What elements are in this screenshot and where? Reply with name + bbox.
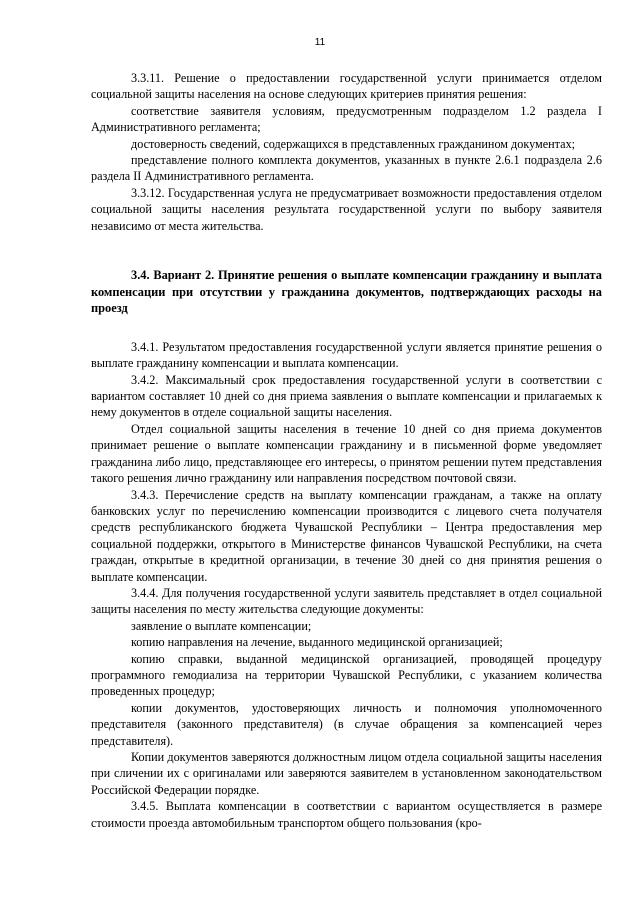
paragraph-decision-notice: Отдел социальной защиты населения в течение 10 дней со дня приема документов принимает решение о выплате компенсации гражданину и в письменной форме уведомляет гражданина либо лицо, представляющее его интересы, о принятом решении путем представления такого решения лично гражданину или направления посредством почтовой связи. xyxy=(91,421,602,486)
document-item-identity: копии документов, удостоверяющих личность и полномочия уполномоченного представителя (законного представителя) (в случае обращения за компенсацией через представителя). xyxy=(91,700,602,748)
page-number: 11 xyxy=(314,37,326,48)
section-heading-text: 3.4. Вариант 2. Принятие решения о выплате компенсации гражданину и выплата компенсации при отсутствии у гражданина документов, подтверждающих расходы на проезд xyxy=(91,268,602,316)
paragraph-3-4-1: 3.4.1. Результатом предоставления государственной услуги является принятие решения о выплате гражданину компенсации и выплата компенсации. xyxy=(91,339,602,371)
paragraph-3-3-12: 3.3.12. Государственная услуга не предусматривает возможности предоставления отделом социальной защиты населения результата государственной услуги по выбору заявителя независимо от места жительства. xyxy=(91,185,602,233)
paragraph-copies-certification: Копии документов заверяются должностным лицом отдела социальной защиты населения при сличении их с оригиналами или заверяются заявителем в установленном законодательством Российской Федерации порядке. xyxy=(91,750,602,797)
paragraph-3-4-3: 3.4.3. Перечисление средств на выплату компенсации гражданам, а также на оплату банковских услуг по перечислению компенсации производится с лицевого счета получателя средств республиканского бюджета Чувашской Республики – Центра предоставления мер социальной поддержки, открытого в Министерстве финансов Чувашской Республики, на счета граждан, открытые в кредитной организации, в течение 30 дней со дня принятия решения о выплате компенсации. xyxy=(91,487,602,584)
paragraph-3-4-2: 3.4.2. Максимальный срок предоставления государственной услуги в соответствии с вариантом составляет 10 дней со дня приема заявления о выплате компенсации и прилагаемых к нему документов в отделе социальной защиты населения. xyxy=(91,372,602,420)
paragraph-3-4-4: 3.4.4. Для получения государственной услуги заявитель представляет в отдел социальной защиты населения по месту жительства следующие документы: xyxy=(91,585,602,617)
section-3-4 xyxy=(91,339,602,831)
criterion-applicant-compliance: соответствие заявителя условиям, предусмотренным подразделом 1.2 раздела I Административного регламента; xyxy=(91,103,602,135)
document-item-certificate: копию справки, выданной медицинской организацией, проводящей процедуру программного гемодиализа на территории Чувашской Республики, с указанием количества проведенных процедур; xyxy=(91,651,602,699)
document-item-application: заявление о выплате компенсации; xyxy=(131,618,312,633)
criterion-data-reliability: достоверность сведений, содержащихся в представленных гражданином документах; xyxy=(131,136,576,151)
criterion-full-document-set: представление полного комплекта документов, указанных в пункте 2.6.1 подраздела 2.6 раздела II Административного регламента. xyxy=(91,153,602,184)
document-item-referral: копию направления на лечение, выданного медицинской организацией; xyxy=(131,635,503,650)
paragraph-3-4-5: 3.4.5. Выплата компенсации в соответствии с вариантом осуществляется в размере стоимости проезда автомобильным транспортом общего пользования (кро- xyxy=(91,799,602,830)
section-3-4-heading xyxy=(91,267,602,317)
section-3-3-end xyxy=(91,70,602,234)
paragraph-3-3-11: 3.3.11. Решение о предоставлении государственной услуги принимается отделом социальной защиты населения на основе следующих критериев принятия решения: xyxy=(91,71,602,102)
document-body xyxy=(91,70,602,831)
